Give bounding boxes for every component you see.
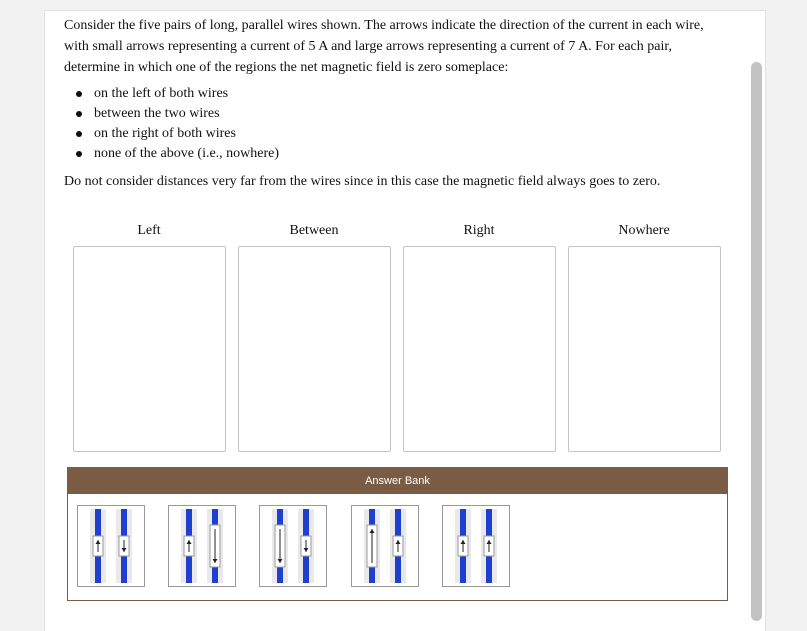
scrollbar[interactable] xyxy=(749,62,763,621)
bullet-icon xyxy=(76,91,82,97)
zone-label-left: Left xyxy=(137,223,161,238)
bullet-icon xyxy=(76,131,82,137)
zone-label-between: Between xyxy=(289,223,339,238)
drop-zone-between[interactable] xyxy=(238,246,391,452)
wire-pair-tile[interactable] xyxy=(77,505,145,587)
bullet-icon xyxy=(76,151,82,157)
drop-zone-right[interactable] xyxy=(403,246,556,452)
wire-pair-icon xyxy=(260,506,326,586)
drop-zone-left[interactable] xyxy=(73,246,226,452)
drop-zone-nowhere[interactable] xyxy=(568,246,721,452)
zone-label-right: Right xyxy=(463,223,495,238)
wire-pair-icon xyxy=(169,506,235,586)
bullet-icon xyxy=(76,111,82,117)
wire-pair-tile[interactable] xyxy=(259,505,327,587)
answer-bank-title: Answer Bank xyxy=(68,468,727,494)
question-text: Consider the five pairs of long, parallel wires shown. The arrows indicate the direction of the current in each wire, with small arrows representing a current of 5 A and large arrows representing a current of 7 A. For each pair, determine in which one of the regions the net magnetic field is zero someplace: xyxy=(64,18,704,75)
wire-pair-icon xyxy=(443,506,509,586)
scrollbar-thumb[interactable] xyxy=(751,62,762,621)
wire-pair-tile[interactable] xyxy=(168,505,236,587)
zone-label-nowhere: Nowhere xyxy=(618,223,670,238)
note-text: Do not consider distances very far from the wires since in this case the magnetic field always goes to zero. xyxy=(64,174,661,189)
answer-bank xyxy=(67,467,728,601)
wire-pair-icon xyxy=(78,506,144,586)
wire-pair-tile[interactable] xyxy=(442,505,510,587)
wire-pair-tile[interactable] xyxy=(351,505,419,587)
wire-pair-icon xyxy=(352,506,418,586)
